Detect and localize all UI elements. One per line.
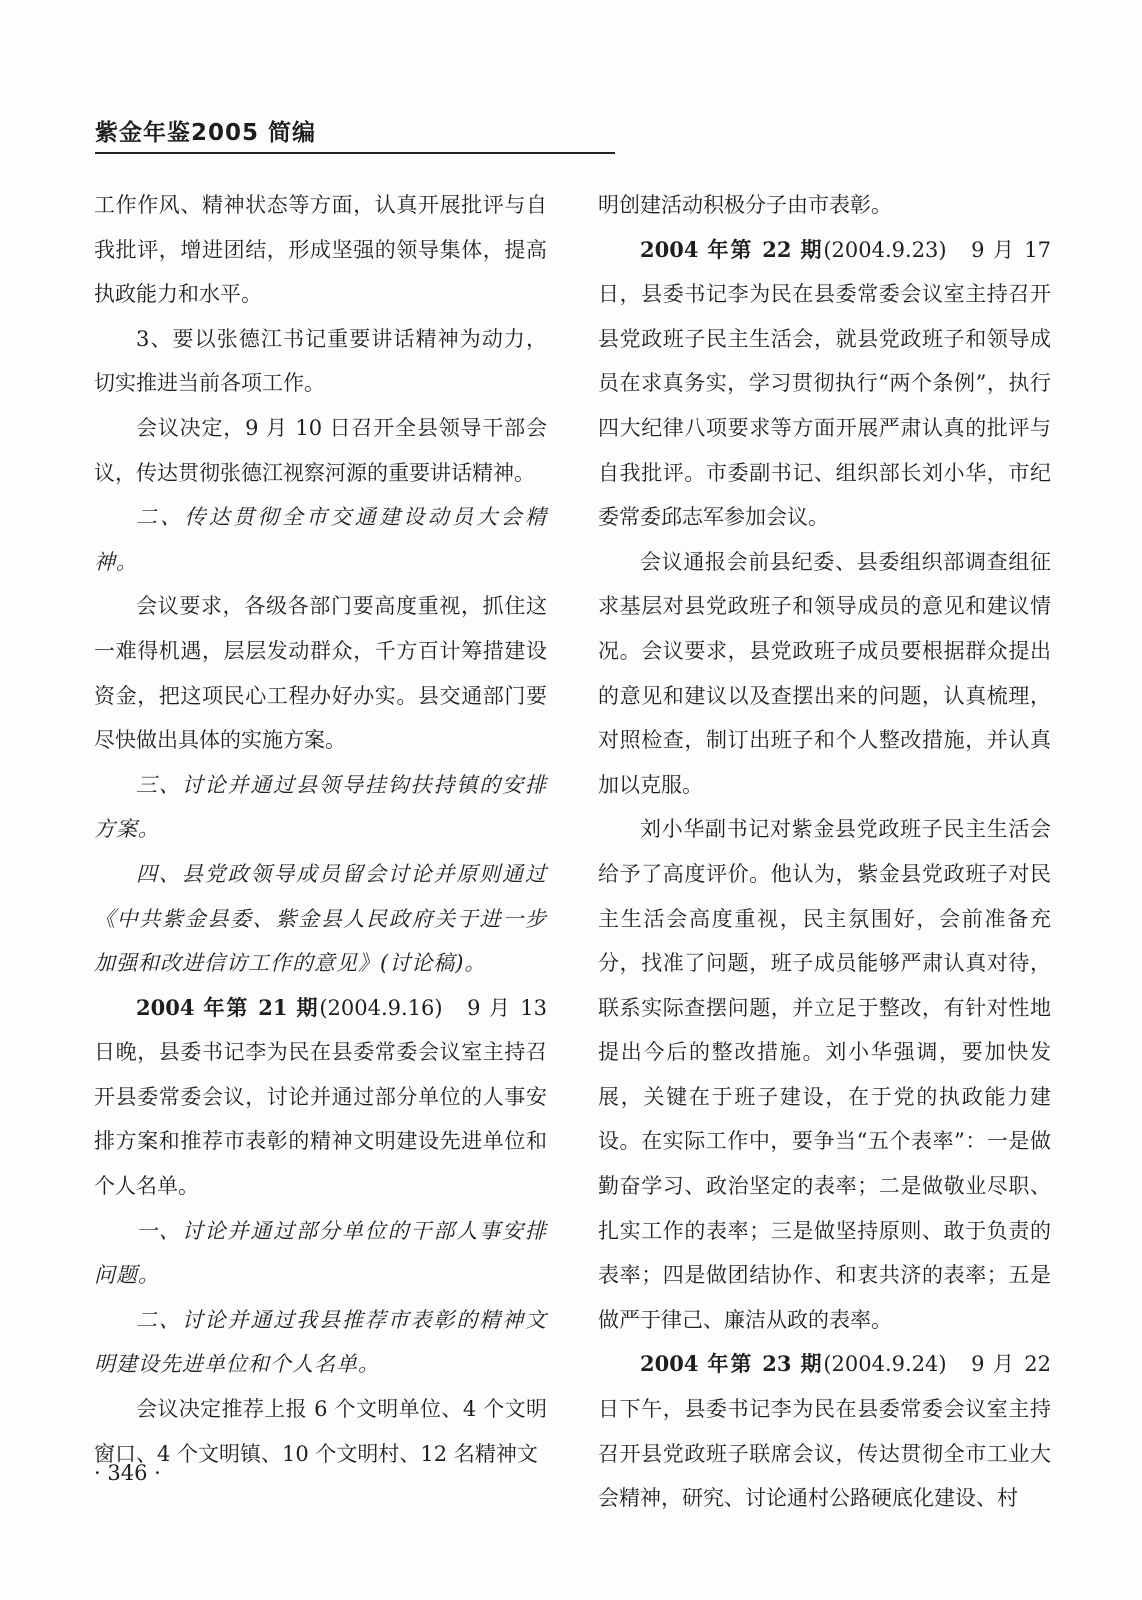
- page-number: · 346 ·: [94, 1461, 161, 1485]
- issue-entry: [94, 986, 547, 1209]
- paragraph: 会议要求，各级各部门要高度重视，抓住这一难得机遇，层层发动群众，千方百计筹措建设资金，把这项民心工程办好办实。县交通部门要尽快做出具体的实施方案。: [94, 594, 547, 753]
- paragraph: 3、要以张德江书记重要讲话精神为动力，切实推进当前各项工作。: [94, 326, 547, 396]
- paragraph: 会议通报会前县纪委、县委组织部调查组征求基层对县党政班子和领导成员的意见和建议情况。会议要求，县党政班子成员要根据群众提出的意见和建议以及查摆出来的问题，认真梳理，对照检查，制订出班子和个人整改措施，并认真加以克服。: [598, 549, 1051, 797]
- running-header: [95, 118, 615, 154]
- agenda-item: 一、讨论并通过部分单位的干部人事安排问题。: [94, 1218, 547, 1288]
- paragraph: 会议决定，9 月 10 日召开全县领导干部会议，传达贯彻张德江视察河源的重要讲话精神。: [94, 415, 547, 485]
- issue-heading: 2004 年第 22 期: [640, 236, 824, 262]
- header-rule: [95, 152, 615, 154]
- issue-text: (2004.9.23) 9 月 17 日，县委书记李为民在县委常委会议室主持召开县党政班子民主生活会，就县党政班子和领导成员在求真务实，学习贯彻执行“两个条例”，执行四大纪律八项要求等方面开展严肃认真的批评与自我批评。市委副书记、组织部长刘小华，市纪委常委邱志军参加会议。: [598, 237, 1051, 530]
- agenda-item: 二、传达贯彻全市交通建设动员大会精神。: [94, 505, 547, 574]
- paragraph: 明创建活动积极分子由市表彰。: [598, 193, 892, 217]
- issue-text: (2004.9.16) 9 月 13 日晚，县委书记李为民在县委常委会议室主持召开县委常委会议，讨论并通过部分单位的人事安排方案和推荐市表彰的精神文明建设先进单位和个人名单。: [94, 995, 547, 1199]
- paragraph: 工作作风、精神状态等方面，认真开展批评与自我批评，增进团结，形成坚强的领导集体，提高执政能力和水平。: [94, 193, 547, 307]
- issue-heading: 2004 年第 21 期: [136, 994, 320, 1020]
- paragraph: 刘小华副书记对紫金县党政班子民主生活会给予了高度评价。他认为，紫金县党政班子对民主生活会高度重视，民主氛围好，会前准备充分，找准了问题，班子成员能够严肃认真对待，联系实际查摆问题，并立足于整改，有针对性地提出今后的整改措施。刘小华强调，要加快发展，关键在于班子建设，在于党的执政能力建设。在实际工作中，要争当“五个表率”：一是做勤奋学习、政治坚定的表率；二是做敬业尽职、扎实工作的表率；三是做坚持原则、敢于负责的表率；四是做团结协作、和衷共济的表率；五是做严于律己、廉洁从政的表率。: [598, 817, 1051, 1332]
- agenda-item: 三、讨论并通过县领导挂钩扶持镇的安排方案。: [94, 772, 547, 842]
- agenda-item: 二、讨论并通过我县推荐市表彰的精神文明建设先进单位和个人名单。: [94, 1307, 547, 1377]
- agenda-item: 四、县党政领导成员留会讨论并原则通过《中共紫金县委、紫金县人民政府关于进一步加强和改进信访工作的意见》(讨论稿)。: [94, 861, 547, 976]
- issue-entry: [598, 228, 1051, 540]
- paragraph: 会议决定推荐上报 6 个文明单位、4 个文明窗口、4 个文明镇、10 个文明村、12 名精神文: [94, 1397, 547, 1466]
- issue-text: (2004.9.24) 9 月 22 日下午，县委书记李为民在县委常委会议室主持召开县党政班子联席会议，传达贯彻全市工业大会精神，研究、讨论通村公路硬底化建设、村: [598, 1352, 1051, 1511]
- issue-entry: [598, 1342, 1051, 1520]
- issue-heading: 2004 年第 23 期: [640, 1351, 824, 1377]
- right-column: [598, 183, 1051, 1521]
- left-column: [94, 183, 547, 1476]
- book-title: 紫金年鉴2005 简编: [95, 120, 317, 146]
